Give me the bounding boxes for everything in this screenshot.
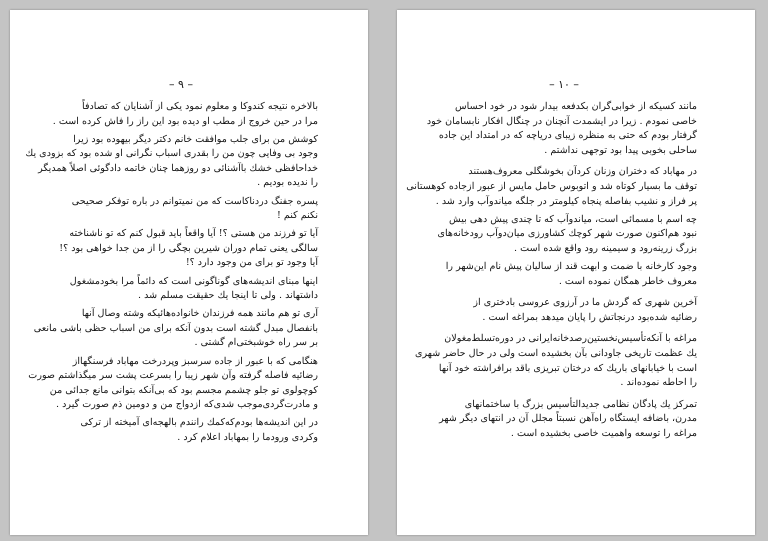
text-line: سالگی یعنی تمام دوران شیرین بچگی را از من جدا خواهی بود ؟!: [59, 242, 318, 254]
text-line: مراغه را توسعه واهمیت خاصی بخشیده است .: [510, 427, 697, 439]
text-line: بالاخره نتیجه کندوکا و معلوم نمود یکی از آشنایان که تصادفاً: [82, 101, 318, 112]
text-line: بزرگ زرینه‌رود و سیمینه رود واقع شده است .: [514, 242, 697, 254]
paragraph: [426, 100, 697, 158]
left-page-text: [25, 100, 318, 449]
text-line: گرفتار بودم که حتی به منظره زیبای دریاچه که در امتداد این جاده: [438, 130, 697, 142]
text-line: رضائیه شده‌بود درنجاتش را پایان میدهد بمراغه است .: [482, 311, 697, 323]
text-line: نکنم کنم !: [276, 210, 318, 222]
text-line: چه اسم با مسمائی است، میاندوآب که تا چندی پیش دهی بیش: [449, 213, 697, 225]
text-line: اینها مبنای اندیشه‌های گوناگونی است که دائماً مرا بخودمشغول: [69, 275, 318, 287]
text-line: است با خیابانهای باریك که درختان تبریزی باقد برافراشته خود آنها: [438, 362, 697, 374]
paragraph: [445, 260, 697, 289]
text-line: مراغه با آنکه‌تأسیس‌نخستین‌رصدخانه‌ایرانی در دوره‌تسلط‌مغولان: [444, 333, 697, 345]
text-line: خاصی نمودم . زیرا در ایشمدت آنچنان در چنگال افکار نابسامان خود: [426, 115, 697, 127]
text-line: مرا در حین خروج از مطب او دیده بود این راز را فاش کرده است .: [52, 115, 318, 127]
text-line: مدرن، باضافه ایستگاه راه‌آهن نسبتاً مجلل آن در انتهای دیگر شهر: [439, 413, 697, 425]
page-number-right: – ۱۰ –: [549, 78, 579, 91]
text-line: را احاطه نموده‌اند .: [620, 377, 697, 389]
paragraph: [59, 227, 318, 271]
text-line: کوشش من برای جلب موافقت خانم دکتر دیگر بیهوده بود زیرا: [73, 133, 318, 145]
text-line: پسره جفنگ دردناکاست که من نمیتوانم در باره توفکر صحیحی: [71, 195, 318, 207]
text-line: مانند کسیکه از خوابی‌گران بکدفعه بیدار شود در خود احساس: [454, 101, 697, 112]
text-line: خداحافظی خشك باآشنائی دو روزهما چنان خاتمه دادگوئی اصلاً همدیگر: [38, 162, 318, 174]
right-page: [397, 10, 755, 535]
paragraph: [439, 398, 697, 442]
text-line: بر سر راه خوشبختی‌ام گشتی .: [194, 337, 318, 349]
text-line: ساحلی بخوبی پیدا بود توجهی نداشتم .: [544, 144, 697, 156]
paragraph: [25, 133, 318, 191]
text-line: و مادرت‌گردی‌موجب شدی‌که ازدواج من و دومین ذم صورت گیرد .: [56, 399, 318, 411]
text-line: آیا تو فرزند من هستی ؟! آیا واقعاً باید قبول کنم که تو ناشناخته: [69, 228, 318, 240]
text-line: را ندیده بودیم .: [257, 177, 318, 189]
paragraph: [33, 307, 318, 351]
paragraph: [28, 355, 318, 413]
paragraph: [69, 275, 318, 304]
page-number-left: – ۹ –: [169, 78, 193, 91]
text-line: تمرکز یك پادگان نظامی جدیدالتأسیس بزرگ با ساختمانهای: [464, 398, 697, 410]
paragraph: [406, 165, 697, 209]
text-line: وکردی ورودما را بمهاباد اعلام کرد .: [177, 431, 318, 443]
right-page-text: [406, 100, 697, 445]
left-page: [10, 10, 368, 535]
text-line: پر فراز و نشیب بفاصله پنجاه کیلومتر در جلگه میاندوآب وارد شد .: [435, 195, 697, 207]
text-line: در این اندیشه‌ها بودم‌که‌کمك رانندم بالهجه‌ای آمیخته از ترکی: [80, 417, 318, 429]
text-line: هنگامی که با عبور از جاده سرسبز وپردرخت مهاباد فرسنگهااز: [72, 355, 318, 367]
paragraph: [414, 332, 697, 390]
paragraph: [71, 195, 318, 224]
text-line: بانفصال مبدل گشته است بدون آنکه برای من اسباب حظی باشی مانعی: [33, 322, 318, 334]
paragraph: [80, 416, 318, 445]
text-line: در مهاباد که دختران وزنان کردآن بخوشگلی معروف‌هستند: [468, 166, 697, 178]
text-line: کوچولوی تو جلو چشمم مجسم بود که بی‌آنکه بتوانی مانع جدائی من: [49, 384, 318, 396]
text-line: آری تو هم مانند همه فرزندان خانواده‌هائیکه وشته وصال آنها: [81, 308, 318, 320]
paragraph: [437, 213, 697, 257]
text-line: وجود بی وفایی چون من را بقدری اسباب نگرانی او شده بود که بزودی یك: [25, 148, 318, 160]
text-line: آیا وجود تو برای من وجود دارد ؟!: [185, 257, 318, 269]
paragraph: [469, 296, 697, 325]
text-line: معروف خاطر همگان نموده است .: [558, 275, 697, 287]
text-line: یك عظمت تاریخی جاودانی بآن بخشیده است ولی در حال حاضر شهری: [414, 347, 697, 359]
paragraph: [52, 100, 318, 129]
text-line: توقف ما بسیار کوتاه شد و اتوبوس حامل مایس از عبور ازجاده کوهستانی: [406, 180, 697, 192]
text-line: آخرین شهری که گردش ما در آرزوی عروسی بادختری از: [473, 297, 697, 309]
text-line: وجود کارخانه با ضمت و ابهت قند از سالیان پیش نام این‌شهر را: [445, 260, 697, 272]
text-line: داشتهاند . ولی تا اینجا یك حقیقت مسلم شد .: [138, 290, 318, 302]
text-line: رضائیه فاصله گرفته وآن شهر زیبا را بسرعت پشت سر میگذاشتم صورت: [28, 370, 318, 382]
text-line: نبود هم‌اکنون صورت شهر کوچك کشاورزی میان‌دوآب رودخانه‌های: [437, 228, 697, 240]
